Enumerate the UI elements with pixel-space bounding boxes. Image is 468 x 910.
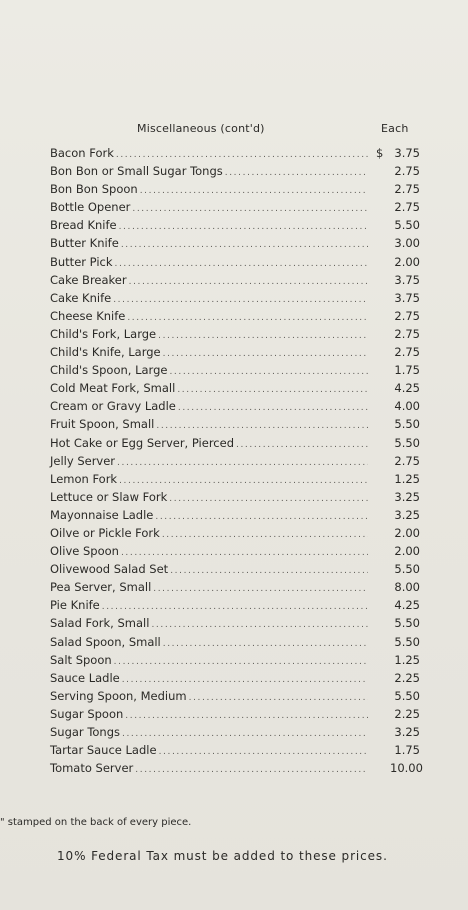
- list-item: [50, 705, 420, 723]
- item-name: Cake Knife: [50, 290, 112, 305]
- item-price: 2.75: [394, 182, 420, 197]
- dot-leader: [122, 725, 368, 743]
- list-item: [50, 488, 420, 506]
- list-item: [50, 723, 420, 741]
- item-name: Lemon Fork: [50, 471, 118, 486]
- dot-leader: [119, 218, 368, 236]
- item-name: Salad Fork, Small: [50, 616, 150, 631]
- dot-leader: [162, 526, 368, 544]
- item-name: Tartar Sauce Ladle: [50, 743, 157, 758]
- item-name: Cold Meat Fork, Small: [50, 381, 176, 396]
- item-name: Bacon Fork: [50, 146, 114, 160]
- dot-leader: [169, 363, 368, 381]
- item-name: Cream or Gravy Ladle: [50, 399, 176, 414]
- list-item: [50, 397, 420, 415]
- item-name: Cake Breaker: [50, 272, 127, 287]
- list-item: [50, 379, 420, 397]
- item-name: Salt Spoon: [50, 652, 112, 667]
- dot-leader: [121, 236, 368, 254]
- currency-symbol: $: [376, 146, 384, 160]
- item-name: Olive Spoon: [50, 544, 119, 559]
- list-item: [50, 325, 420, 343]
- list-item: [50, 180, 420, 198]
- list-item: [50, 560, 420, 578]
- stamp-footnote: " stamped on the back of every piece.: [0, 817, 192, 828]
- list-item: [50, 343, 420, 361]
- dot-leader: [113, 291, 368, 309]
- list-item: [50, 759, 423, 777]
- item-price: 3.75: [394, 272, 420, 287]
- dot-leader: [163, 635, 368, 653]
- item-price: 10.00: [390, 761, 423, 776]
- item-price: 1.25: [394, 471, 420, 486]
- item-price: 5.50: [394, 562, 420, 577]
- item-name: Lettuce or Slaw Fork: [50, 489, 168, 504]
- list-item: [50, 614, 420, 632]
- list-item: [50, 687, 420, 705]
- dot-leader: [115, 255, 368, 273]
- item-name: Fruit Spoon, Small: [50, 417, 155, 432]
- item-name: Hot Cake or Egg Server, Pierced: [50, 435, 234, 450]
- dot-leader: [125, 707, 368, 725]
- item-name: Jelly Server: [50, 453, 116, 468]
- item-price: 2.25: [394, 706, 420, 721]
- item-price: 5.50: [394, 634, 420, 649]
- dot-leader: [225, 164, 368, 182]
- item-name: Pea Server, Small: [50, 580, 152, 595]
- item-name: Bottle Opener: [50, 200, 131, 215]
- item-price: 2.00: [394, 254, 420, 269]
- list-item: [50, 198, 420, 216]
- item-name: Salad Spoon, Small: [50, 634, 161, 649]
- item-price: 3.25: [394, 725, 420, 739]
- item-price: 5.50: [394, 616, 420, 631]
- dot-leader: [153, 580, 368, 598]
- item-price: 2.00: [394, 544, 420, 559]
- list-item: [50, 271, 420, 289]
- item-price: 5.50: [394, 435, 420, 450]
- item-name: Child's Fork, Large: [50, 326, 157, 341]
- list-item: [50, 669, 420, 687]
- dot-leader: [178, 399, 368, 417]
- item-name: Bread Knife: [50, 218, 117, 233]
- dot-leader: [163, 345, 368, 363]
- item-name: Olivewood Salad Set: [50, 562, 169, 577]
- list-item: [50, 578, 420, 596]
- item-price: 3.00: [394, 236, 420, 251]
- item-price: 3.25: [394, 507, 420, 522]
- list-item: [50, 596, 420, 614]
- item-price: 3.75: [394, 146, 420, 160]
- item-price: 1.75: [394, 363, 420, 378]
- item-price: 8.00: [394, 580, 420, 595]
- item-price: 3.75: [394, 290, 420, 305]
- item-price: 1.75: [394, 743, 420, 758]
- item-name: Bon Bon or Small Sugar Tongs: [50, 164, 223, 179]
- list-item: [50, 651, 420, 669]
- dot-leader: [151, 616, 368, 634]
- list-item: [50, 524, 420, 542]
- item-price: 4.25: [394, 381, 420, 396]
- item-name: Cheese Knife: [50, 308, 126, 323]
- item-price: 1.25: [394, 652, 420, 667]
- item-price: 4.25: [394, 598, 420, 613]
- list-item: [50, 542, 420, 560]
- item-price: 2.25: [394, 670, 420, 685]
- dot-leader: [189, 689, 368, 707]
- item-name: Child's Spoon, Large: [50, 363, 168, 378]
- item-price: 4.00: [394, 399, 420, 414]
- dot-leader: [236, 436, 368, 454]
- item-price: 5.50: [394, 218, 420, 233]
- list-item: [50, 452, 420, 470]
- item-name: Butter Pick: [50, 254, 113, 269]
- item-name: Serving Spoon, Medium: [50, 688, 187, 703]
- dot-leader: [129, 273, 368, 291]
- price-column-header: Each: [381, 122, 409, 135]
- dot-leader: [127, 309, 368, 327]
- item-name: Oilve or Pickle Fork: [50, 525, 160, 540]
- item-name: Sugar Spoon: [50, 706, 124, 721]
- list-item: [50, 470, 420, 488]
- list-item: [50, 144, 420, 162]
- list-item: [50, 289, 420, 307]
- item-name: Bon Bon Spoon: [50, 182, 138, 197]
- list-item: [50, 361, 420, 379]
- list-item: [50, 253, 420, 271]
- item-price: 2.75: [394, 326, 420, 341]
- list-item: [50, 415, 420, 433]
- item-price: 5.50: [394, 417, 420, 432]
- item-price: 2.75: [394, 345, 420, 360]
- list-item: [50, 307, 420, 325]
- list-item: [50, 434, 420, 452]
- dot-leader: [158, 327, 368, 345]
- list-item: [50, 216, 420, 234]
- list-item: [50, 162, 420, 180]
- dot-leader: [117, 454, 368, 472]
- section-title: Miscellaneous (cont'd): [137, 122, 265, 135]
- tax-note: 10% Federal Tax must be added to these prices.: [57, 849, 388, 863]
- list-item: [50, 506, 420, 524]
- dot-leader: [177, 381, 368, 399]
- item-price: 2.75: [394, 453, 420, 468]
- dot-leader: [155, 508, 368, 526]
- item-price: 2.00: [394, 525, 420, 540]
- item-price: 5.50: [394, 688, 420, 703]
- item-list: [50, 144, 423, 777]
- item-name: Butter Knife: [50, 236, 119, 251]
- list-item: [50, 234, 420, 252]
- dot-leader: [114, 653, 368, 671]
- dot-leader: [169, 490, 368, 508]
- list-header: [0, 120, 468, 140]
- item-price: 2.75: [394, 308, 420, 323]
- dot-leader: [140, 182, 368, 200]
- item-price: 2.75: [394, 164, 420, 179]
- item-name: Tomato Server: [50, 761, 134, 776]
- item-price: 3.25: [394, 489, 420, 504]
- item-name: Sugar Tongs: [50, 725, 121, 739]
- list-item: [50, 633, 420, 651]
- item-name: Pie Knife: [50, 598, 100, 613]
- item-name: Mayonnaise Ladle: [50, 507, 154, 522]
- item-price: 2.75: [394, 200, 420, 215]
- item-name: Child's Knife, Large: [50, 345, 161, 360]
- dot-leader: [132, 200, 368, 218]
- dot-leader: [170, 562, 368, 580]
- dot-leader: [135, 761, 368, 779]
- dot-leader: [159, 743, 368, 761]
- item-name: Sauce Ladle: [50, 670, 120, 685]
- list-item: [50, 741, 420, 759]
